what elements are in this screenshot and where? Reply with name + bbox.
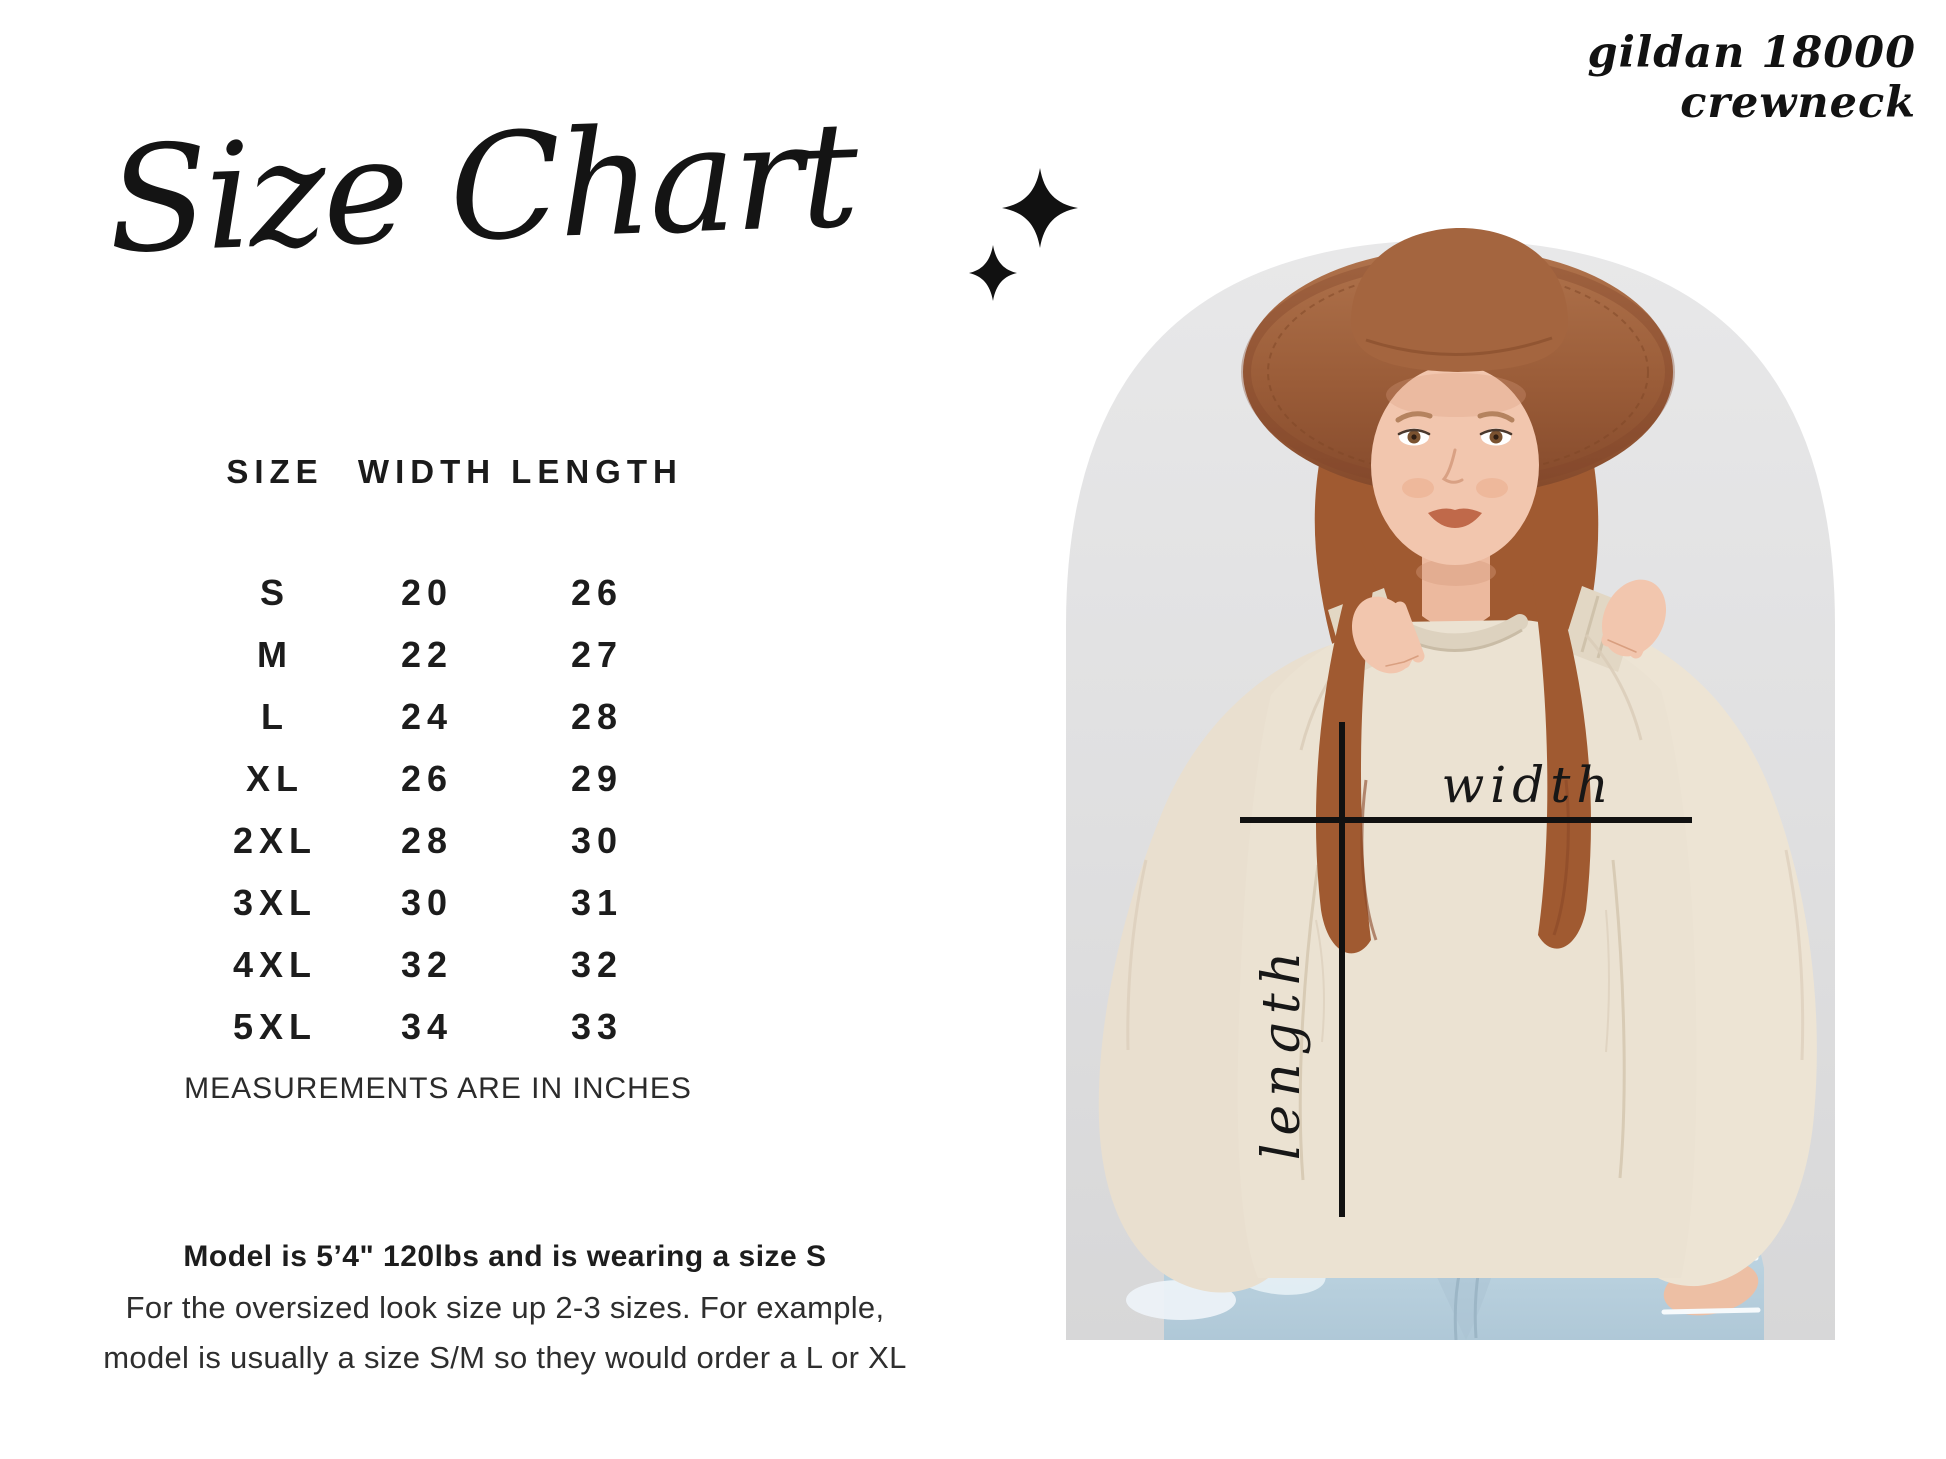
model-info-bold-line: Model is 5’4" 120lbs and is wearing a size S <box>183 1240 827 1273</box>
model-info-line3: model is usually a size S/M so they would order a L or XL <box>103 1340 907 1375</box>
table-cell-length: 26 <box>570 572 624 613</box>
eye-icon <box>1481 429 1511 446</box>
length-label: length <box>1252 943 1312 1161</box>
table-cell-size: S <box>259 572 290 613</box>
table-cell-size: 5XL <box>232 1006 318 1047</box>
column-header-size: SIZE <box>226 453 324 490</box>
table-cell-width: 22 <box>400 634 454 675</box>
table-cell-width: 26 <box>400 758 454 799</box>
face <box>1371 365 1539 565</box>
table-cell-size: 2XL <box>232 820 318 861</box>
measurements-note: MEASUREMENTS ARE IN INCHES <box>184 1072 692 1105</box>
model-photo <box>1066 220 1835 1340</box>
table-cell-size: M <box>257 634 293 675</box>
column-header-length: LENGTH <box>511 453 683 490</box>
eye-icon <box>1399 429 1429 446</box>
table-cell-length: 27 <box>570 634 624 675</box>
size-table-column-length <box>497 452 697 1058</box>
column-header-width: WIDTH <box>357 453 497 490</box>
table-cell-size: L <box>261 696 289 737</box>
table-cell-size: 3XL <box>232 882 318 923</box>
model-info-line2: For the oversized look size up 2-3 sizes. For example, <box>125 1290 885 1325</box>
table-cell-width: 28 <box>400 820 454 861</box>
model-info-block <box>60 1240 950 1390</box>
table-cell-width: 30 <box>400 882 454 923</box>
table-cell-size: 4XL <box>232 944 318 985</box>
page-title: Size Chart <box>105 90 859 287</box>
length-values <box>497 562 697 1058</box>
table-cell-width: 24 <box>400 696 454 737</box>
table-cell-length: 30 <box>570 820 624 861</box>
table-cell-length: 32 <box>570 944 624 985</box>
table-cell-width: 32 <box>400 944 454 985</box>
table-cell-width: 20 <box>400 572 454 613</box>
brand-title: gildan 18000 crewneck <box>1587 28 1916 128</box>
table-cell-size: XL <box>245 758 304 799</box>
table-cell-length: 29 <box>570 758 624 799</box>
table-cell-length: 31 <box>570 882 624 923</box>
table-cell-length: 28 <box>570 696 624 737</box>
table-cell-length: 33 <box>570 1006 624 1047</box>
width-label: width <box>1441 756 1615 814</box>
table-cell-width: 34 <box>400 1006 454 1047</box>
